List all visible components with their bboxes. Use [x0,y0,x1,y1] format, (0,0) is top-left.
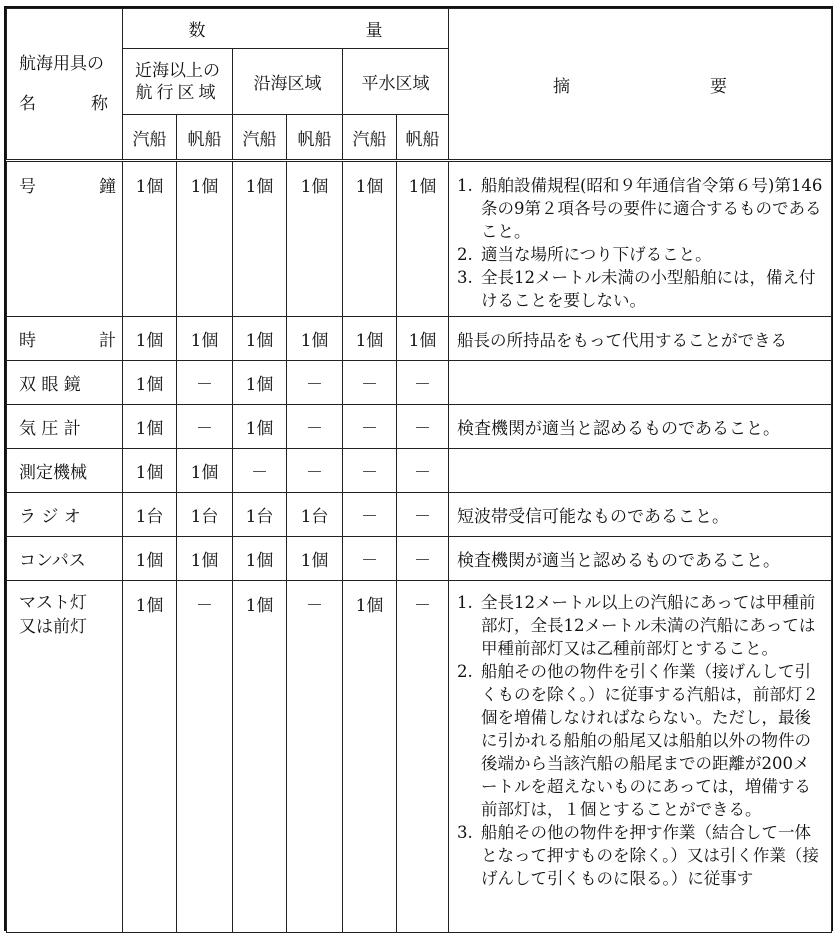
count-cell: 1個 [287,537,343,581]
row-name-masthead-line2: 又は前灯 [19,617,87,637]
count-cell: 1個 [287,317,343,361]
count-cell: － [397,361,449,405]
note-item: 2. 適当な場所につり下げること。 [457,245,712,264]
header-zone1-line1: 近海以上の [135,60,220,81]
count-cell: 1個 [233,537,287,581]
row-name-bell-a: 号 [19,177,36,197]
remarks-binoculars [449,361,832,405]
table-row-clock [7,317,832,361]
count-cell: － [177,361,233,405]
count-cell: － [397,493,449,537]
note-item: 2. 船舶その他の物件を引く作業（接げんして引くものを除く。）に従事する汽船は，前部灯２個を増備しなければならない。ただし，最後に引かれる船舶の船尾又は船舶以外の物件の後端から当該汽船の船尾までの距離が200メートルを超えないものにあっては，増備する前部灯は，１個とすることができる。 [457,662,819,819]
count-cell: － [287,581,343,933]
row-name-clock-b: 計 [99,331,116,351]
count-cell: － [397,449,449,493]
count-cell: － [397,581,449,933]
count-cell: － [397,537,449,581]
count-cell: 1個 [123,317,177,361]
header-sail-1: 帆船 [177,115,233,161]
count-cell: 1個 [343,581,397,933]
count-cell: 1個 [123,361,177,405]
table-row-bell [7,161,832,317]
count-cell: － [177,581,233,933]
table-row-compass [7,537,832,581]
count-cell: 1個 [177,161,233,317]
count-cell: 1個 [123,449,177,493]
table-row-measuring-instruments [7,449,832,493]
header-zone-smooth-water: 平水区域 [343,49,449,115]
count-cell: － [287,361,343,405]
equipment-table-sheet [4,6,833,931]
count-cell: 1個 [233,581,287,933]
count-cell: 1個 [123,405,177,449]
count-cell: 1個 [287,161,343,317]
count-cell: － [343,405,397,449]
header-steam-1: 汽船 [123,115,177,161]
note-item: 1. 全長12メートル以上の汽船にあっては甲種前部灯，全長12メートル未満の汽船にあっては甲種前部灯又は乙種前部灯とすること。 [457,593,816,658]
remarks-radio: 短波帯受信可能なものであること。 [449,493,832,537]
remarks-masthead-light [449,581,832,933]
table-row-barometer [7,405,832,449]
header-quantity-char-a: 数 [188,21,206,41]
row-name-radio: ラ ジ オ [7,493,123,537]
header-row-quantity [7,9,832,49]
count-cell: 1個 [343,161,397,317]
header-name-char-b: 称 [91,94,108,114]
count-cell: 1個 [123,537,177,581]
count-cell: － [343,537,397,581]
count-cell: 1個 [397,317,449,361]
count-cell: 1個 [177,537,233,581]
row-name-clock [7,317,123,361]
header-equipment-name [7,9,123,161]
count-cell: － [343,449,397,493]
row-name-bell [7,161,123,317]
count-cell: 1個 [123,581,177,933]
count-cell: 1台 [233,493,287,537]
row-name-barometer: 気 圧 計 [7,405,123,449]
count-cell: 1個 [233,317,287,361]
count-cell: 1個 [177,317,233,361]
count-cell: － [233,449,287,493]
header-sail-2: 帆船 [287,115,343,161]
count-cell: 1台 [177,493,233,537]
count-cell: 1台 [287,493,343,537]
count-cell: 1個 [123,161,177,317]
note-item: 1. 船舶設備規程(昭和９年通信省令第６号)第146条の9第２項各号の要件に適合するものであること。 [457,176,823,241]
header-zone1-line2: 航行区域 [135,82,220,103]
header-sail-3: 帆船 [397,115,449,161]
header-name-line2 [19,84,122,124]
header-remarks-char-a: 摘 [553,76,570,97]
header-steam-3: 汽船 [343,115,397,161]
count-cell: － [343,361,397,405]
header-zone-coastal: 沿海区域 [233,49,343,115]
count-cell: 1個 [233,161,287,317]
note-item: 3. 船舶その他の物件を押す作業（結合して一体となって押すものを除く。）又は引く作業（接げんして引くものに限る。）に従事す [457,823,819,888]
note-item: 3. 全長12メートル未満の小型船舶には，備え付けることを要しない。 [457,268,816,310]
count-cell: － [343,493,397,537]
header-name-char-a: 名 [19,94,36,114]
count-cell: 1個 [233,361,287,405]
row-name-binoculars: 双 眼 鏡 [7,361,123,405]
row-name-masthead-light [7,581,123,933]
table-row-radio [7,493,832,537]
remarks-clock: 船長の所持品をもって代用することができる [449,317,832,361]
remarks-barometer: 検査機関が適当と認めるものであること。 [449,405,832,449]
table-row-masthead-light [7,581,832,933]
header-quantity-char-b: 量 [365,21,383,41]
count-cell: － [287,405,343,449]
row-name-measuring: 測定機械 [7,449,123,493]
table-row-binoculars [7,361,832,405]
header-quantity [123,9,449,49]
row-name-compass: コンパス [7,537,123,581]
count-cell: － [287,449,343,493]
count-cell: 1個 [397,161,449,317]
count-cell: 1個 [177,449,233,493]
remarks-compass: 検査機関が適当と認めるものであること。 [449,537,832,581]
header-remarks [449,9,832,161]
count-cell: － [177,405,233,449]
count-cell: － [397,405,449,449]
header-zone-offshore [123,49,233,115]
navigation-equipment-table [6,8,832,933]
count-cell: 1個 [343,317,397,361]
header-steam-2: 汽船 [233,115,287,161]
header-remarks-char-b: 要 [710,76,727,97]
header-name-line1: 航海用具の [19,54,104,74]
count-cell: 1個 [233,405,287,449]
remarks-bell [449,161,832,317]
remarks-measuring [449,449,832,493]
row-name-clock-a: 時 [19,331,36,351]
row-name-bell-b: 鐘 [99,177,116,197]
count-cell: 1台 [123,493,177,537]
row-name-masthead-line1: マスト灯 [19,593,87,613]
